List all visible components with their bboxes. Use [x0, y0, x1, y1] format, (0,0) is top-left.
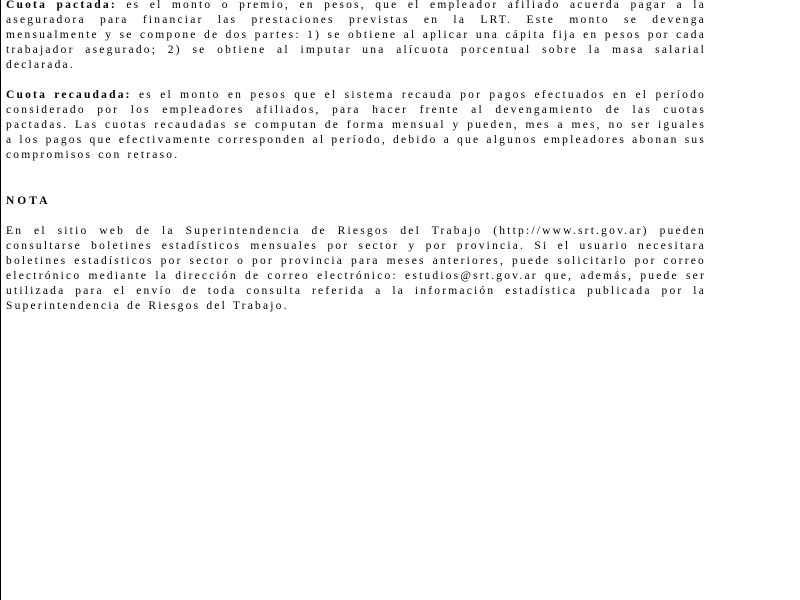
document-page: [6, 0, 706, 314]
note-heading: NOTA: [6, 195, 51, 207]
note-paragraph: En el sitio web de la Superintendencia de Riesgos del Trabajo (http://www.srt.gov.ar) pueden consultarse boletines estadísticos mensuales por sector y por provincia. Si el usuario necesitara boletines estadísticos por sector o por provincia para meses anteriores, puede solicitarlo por correo electrónico mediante la dirección de correo electrónico: estudios@srt.gov.ar que, además, puede ser utilizada para el envío de toda consulta referida a la información estadística publicada por la Superintendencia de Riesgos del Trabajo.: [6, 225, 706, 312]
page-left-border: [0, 0, 1, 600]
definition-term: Cuota recaudada:: [6, 89, 132, 101]
definition-text: es el monto o premio, en pesos, que el empleador afiliado acuerda pagar a la aseguradora para financiar las prestaciones previstas en la LRT. Este monto se devenga mensualmente y se compone de dos partes: 1) se obtiene al aplicar una cápita fija en pesos por cada trabajador asegurado; 2) se obtiene al imputar una alícuota porcentual sobre la masa salarial declarada.: [6, 0, 706, 71]
definition-cuota-recaudada: [6, 88, 706, 163]
definition-text: es el monto en pesos que el sistema recauda por pagos efectuados en el período considerado por los empleadores afiliados, para hacer frente al devengamiento de las cuotas pactadas. Las cuotas recaudadas se computan de forma mensual y pueden, mes a mes, no ser iguales a los pagos que efectivamente corresponden al período, debido a que algunos empleadores abonan sus compromisos con retraso.: [6, 89, 707, 161]
definition-cuota-pactada: [6, 0, 706, 73]
definition-term: Cuota pactada:: [6, 0, 117, 11]
